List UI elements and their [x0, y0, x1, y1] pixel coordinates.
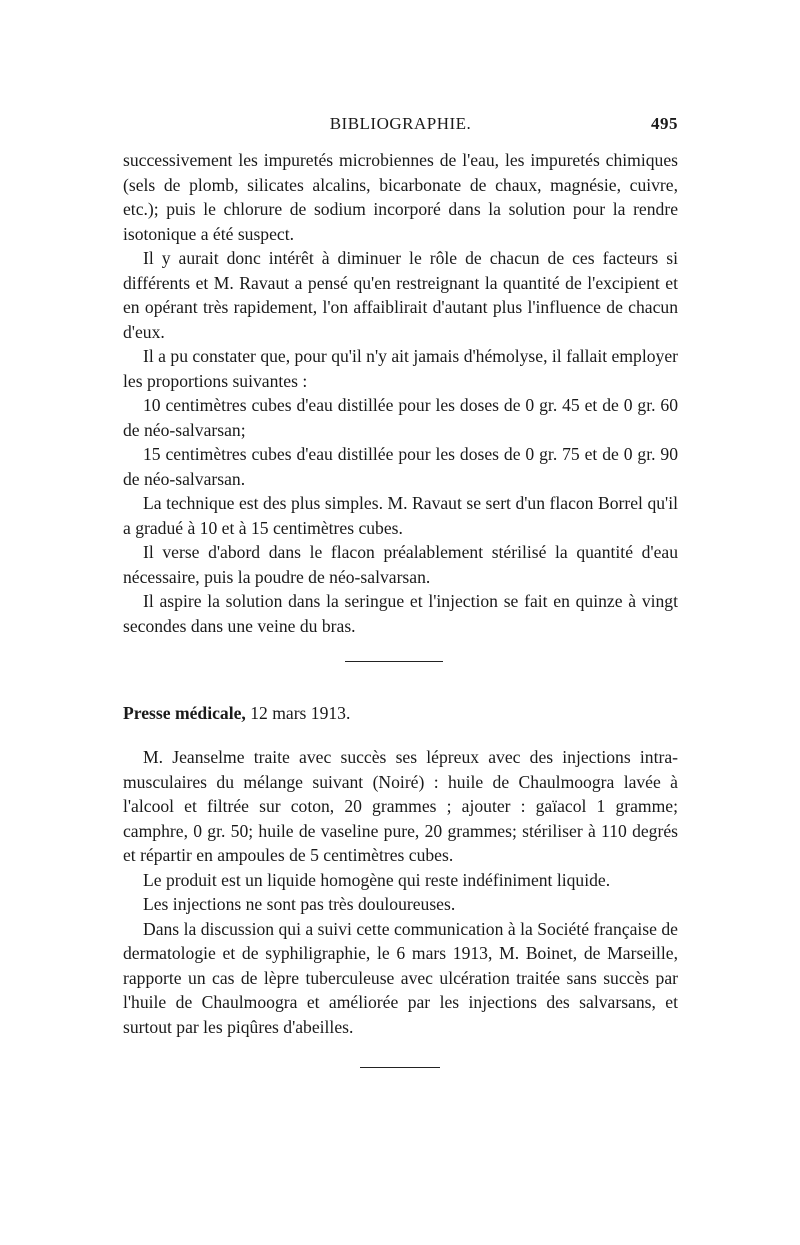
paragraph: 15 centimètres cubes d'eau distillée pour les doses de 0 gr. 75 et de 0 gr. 90 de néo-salvarsan. — [123, 444, 678, 489]
section-divider — [345, 661, 443, 662]
section-jeanselme — [123, 745, 678, 1039]
paragraph: Il aspire la solution dans la seringue et l'injection se fait en quinze à vingt secondes dans une veine du bras. — [123, 591, 678, 636]
paragraph: 10 centimètres cubes d'eau distillée pour les doses de 0 gr. 45 et de 0 gr. 60 de néo-salvarsan; — [123, 395, 678, 440]
paragraph-continuation: successivement les impuretés microbiennes de l'eau, les impuretés chimiques (sels de plomb, silicates alcalins, bicarbonate de chaux, magnésie, cuivre, etc.); puis le chlorure de sodium incorporé dans la solution pour la rendre isotonique a été suspect. — [123, 150, 678, 244]
paragraph: La technique est des plus simples. M. Ravaut se sert d'un flacon Borrel qu'il a gradué à 10 et à 15 centimètres cubes. — [123, 493, 678, 538]
end-divider — [360, 1067, 440, 1068]
paragraph: Le produit est un liquide homogène qui reste indéfiniment liquide. — [143, 869, 611, 890]
paragraph: Il a pu constater que, pour qu'il n'y ait jamais d'hémolyse, il fallait employer les proportions suivantes : — [123, 346, 678, 391]
journal-name: Presse médicale, — [123, 703, 246, 723]
running-head — [123, 114, 678, 138]
journal-date: 12 mars 1913. — [250, 703, 351, 723]
section-ravaut — [123, 148, 678, 638]
paragraph: Dans la discussion qui a suivi cette communication à la Société française de dermatologie et de syphiligraphie, le 6 mars 1913, M. Boinet, de Marseille, rapporte un cas de lèpre tuberculeuse avec ulcération traitée sans succès par l'huile de Chaulmoogra et améliorée par les injections des salvarsans, et surtout par les piqûres d'abeilles. — [123, 918, 678, 1037]
running-head-title: BIBLIOGRAPHIE. — [329, 114, 472, 133]
source-heading — [123, 703, 350, 724]
paragraph: Il verse d'abord dans le flacon préalablement stérilisé la quantité d'eau nécessaire, puis la poudre de néo-salvarsan. — [123, 542, 678, 587]
paragraph: Il y aurait donc intérêt à diminuer le rôle de chacun de ces facteurs si différents et M. Ravaut a pensé qu'en restreignant la quantité de l'excipient et en opérant très rapidement, l'on affaiblirait d'autant plus l'influence de chacun d'eux. — [123, 248, 678, 342]
paragraph: Les injections ne sont pas très douloureuses. — [143, 894, 456, 914]
page-number: 495 — [651, 114, 678, 133]
paragraph: M. Jeanselme traite avec succès ses lépreux avec des injections intra-musculaires du mélange suivant (Noiré) : huile de Chaulmoogra lavée à l'alcool et filtrée sur coton, 20 grammes ; ajouter : gaïacol 1 gramme; camphre, 0 gr. 50; huile de vaseline pure, 20 grammes; stériliser à 110 degrés et répartir en ampoules de 5 centimètres cubes. — [123, 747, 678, 865]
